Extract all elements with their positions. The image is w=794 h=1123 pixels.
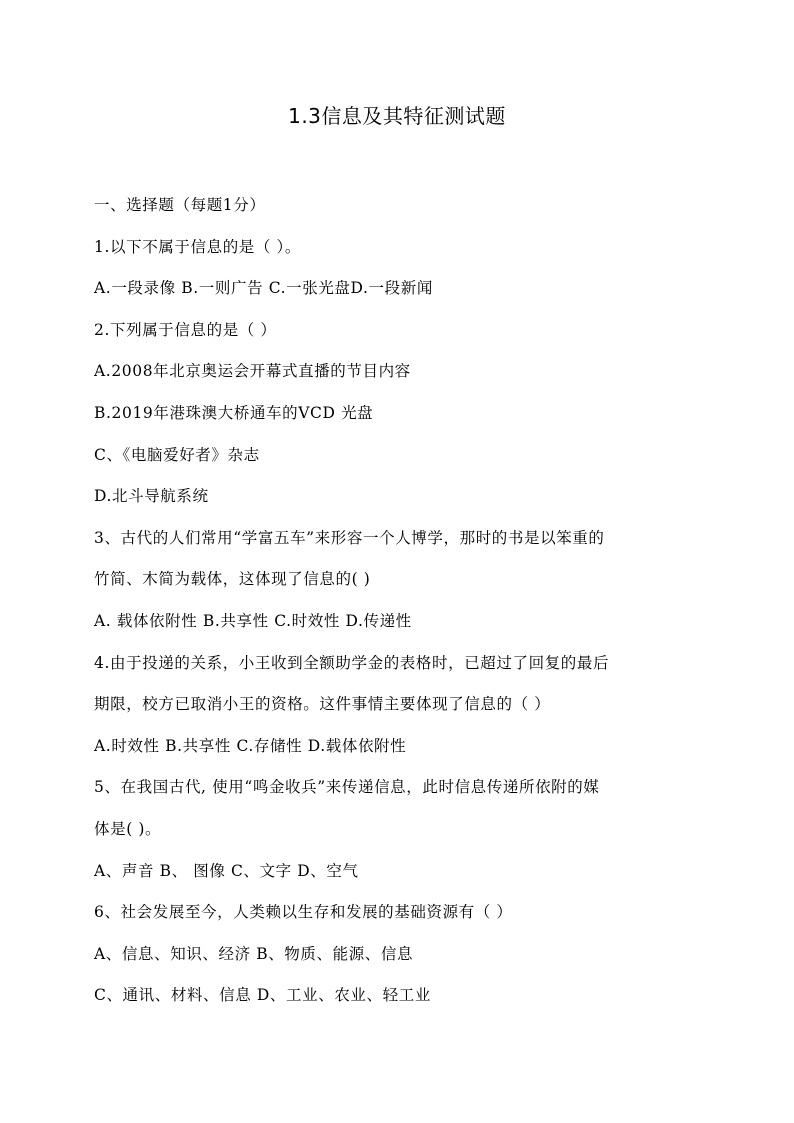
question-2-option-d: D.北斗导航系统 (94, 487, 209, 506)
question-5-stem-line-1: 5、在我国古代, 使用“鸣金收兵”来传递信息，此时信息传递所依附的媒 (94, 778, 600, 797)
question-body (94, 185, 704, 1017)
question-6-options-ab: A、信息、知识、经济 B、物质、能源、信息 (94, 944, 414, 963)
question-2-option-a: A.2008年北京奥运会开幕式直播的节目内容 (94, 362, 411, 381)
question-6-stem: 6、社会发展至今，人类赖以生存和发展的基础资源有（ ） (94, 903, 513, 922)
question-2-option-c: C、《电脑爱好者》杂志 (94, 445, 260, 464)
question-4-options: A.时效性 B.共享性 C.存储性 D.载体依附性 (94, 736, 407, 755)
question-3-stem-line-2: 竹简、木简为载体，这体现了信息的( ) (94, 570, 371, 589)
question-6-options-cd: C、通讯、材料、信息 D、工业、农业、轻工业 (94, 986, 431, 1005)
question-1-options: A.一段录像 B.一则广告 C.一张光盘D.一段新闻 (94, 279, 433, 298)
question-2-option-b: B.2019年港珠澳大桥通车的VCD 光盘 (94, 403, 374, 422)
question-3-options: A. 载体依附性 B.共享性 C.时效性 D.传递性 (94, 611, 412, 630)
question-4-stem-line-2: 期限，校方已取消小王的资格。这件事情主要体现了信息的（ ） (94, 695, 551, 714)
question-1-stem: 1.以下不属于信息的是（ ）。 (94, 237, 301, 256)
page-title: 1.3信息及其特征测试题 (288, 104, 506, 128)
question-4-stem-line-1: 4.由于投递的关系，小王收到全额助学金的表格时，已超过了回复的最后 (94, 653, 610, 672)
question-2-stem: 2.下列属于信息的是（ ） (94, 320, 277, 339)
question-3-stem-line-1: 3、古代的人们常用“学富五车”来形容一个人博学，那时的书是以笨重的 (94, 528, 605, 547)
section-heading: 一、选择题（每题1分） (94, 196, 266, 214)
question-5-options: A、声音 B、 图像 C、文字 D、空气 (94, 861, 359, 880)
question-5-stem-line-2: 体是( )。 (94, 819, 162, 838)
